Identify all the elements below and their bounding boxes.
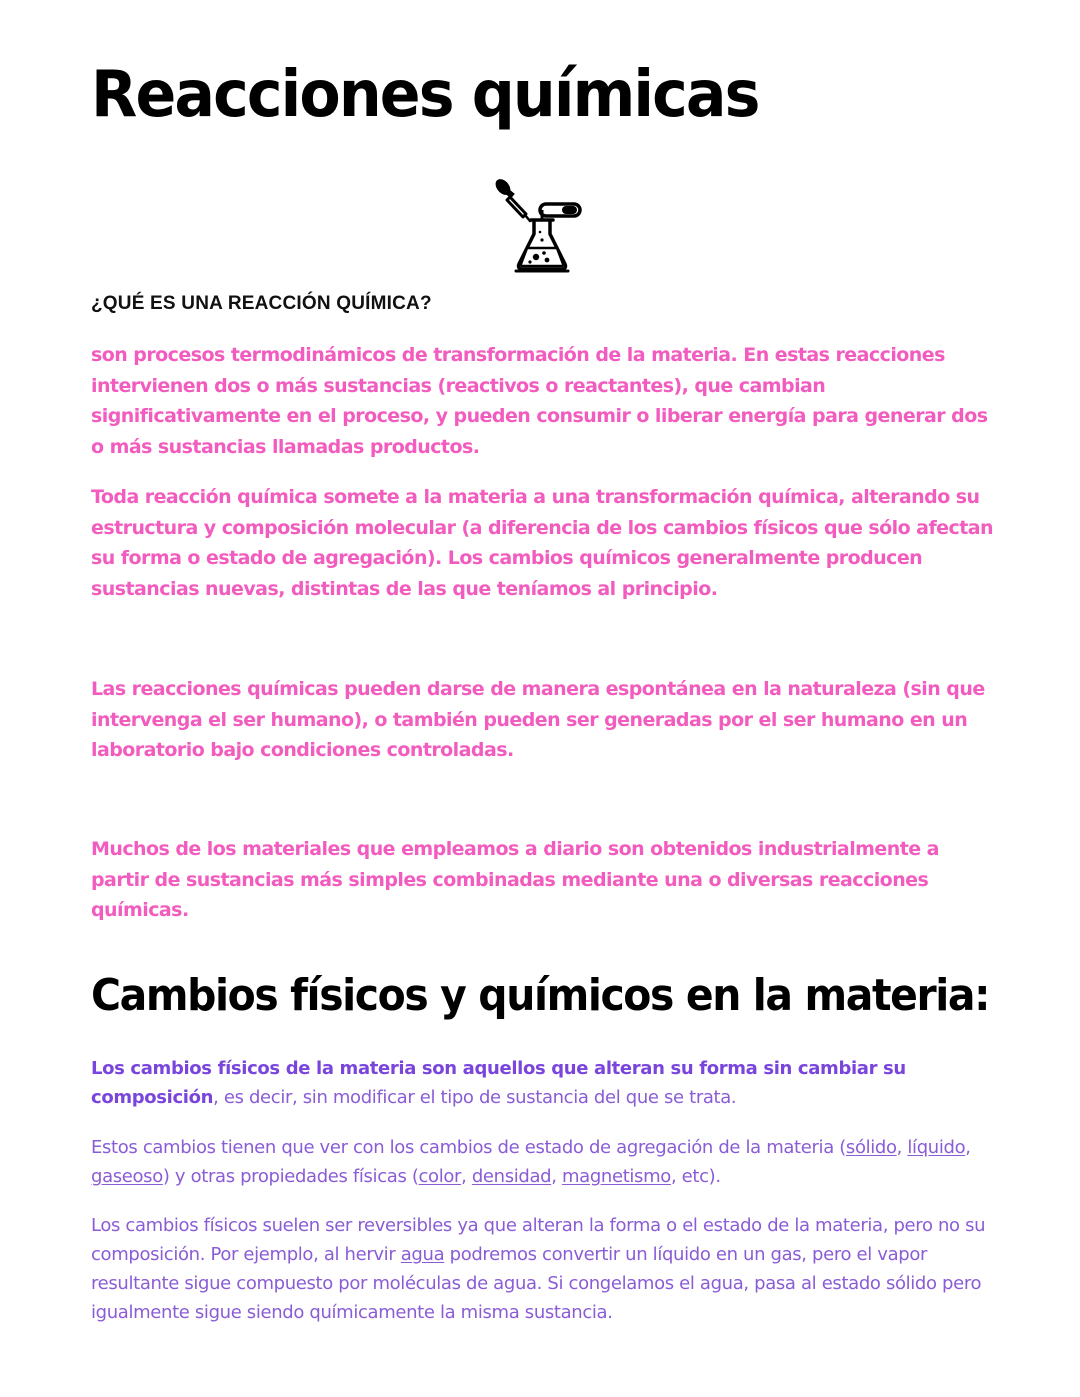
text-run: ) y otras propiedades físicas ( — [162, 1166, 419, 1187]
separator: , — [461, 1166, 472, 1187]
reversible-paragraph — [91, 1211, 996, 1327]
definition-paragraph: son procesos termodinámicos de transformación de la materia. En estas reacciones intervienen dos o más sustancias (reactivos o reactantes), que cambian significativamente en el proceso, y pueden consumir o liberar energía para generar dos o más sustancias llamadas productos. — [91, 344, 988, 458]
physical-changes-definition: Los cambios físicos de la materia son aquellos que alteran su forma sin cambiar su composición — [91, 1058, 906, 1108]
materials-paragraph: Muchos de los materiales que empleamos a diario son obtenidos industrialmente a partir de sustancias más simples combinadas mediante una o diversas reacciones químicas. — [91, 838, 939, 921]
spontaneous-paragraph: Las reacciones químicas pueden darse de manera espontánea en la naturaleza (sin que intervenga el ser humano), o también pueden ser generadas por el ser humano en un laboratorio bajo condiciones controladas. — [91, 678, 985, 761]
physical-changes-rest: , es decir, sin modificar el tipo de sustancia del que se trata. — [213, 1087, 737, 1108]
link-magnetismo[interactable]: magnetismo — [561, 1166, 671, 1187]
link-solido[interactable]: sólido — [845, 1137, 897, 1158]
flask-dropper-icon — [490, 176, 590, 274]
link-color[interactable]: color — [418, 1166, 462, 1187]
link-gaseoso[interactable]: gaseoso — [91, 1166, 163, 1187]
link-agua[interactable]: agua — [400, 1244, 445, 1265]
text-run: , etc). — [670, 1166, 721, 1187]
page-title: Reacciones químicas — [91, 58, 759, 132]
separator: , — [965, 1137, 971, 1158]
text-run: Los cambios físicos suelen ser reversibles ya que alteran la forma o el estado de la materia, pero no su composición. Por ejemplo, al hervir — [91, 1215, 986, 1265]
states-paragraph — [91, 1133, 996, 1191]
text-run: Estos cambios tienen que ver con los cambios de estado de agregación de la materia ( — [91, 1137, 846, 1158]
link-densidad[interactable]: densidad — [471, 1166, 552, 1187]
question-heading: ¿QUÉ ES UNA REACCIÓN QUÍMICA? — [91, 293, 432, 314]
text-run: podremos convertir un líquido en un gas, pero el vapor resultante sigue compuesto por moléculas de agua. Si congelamos el agua, pasa al estado sólido pero igualmente sigue siendo químicamente la misma sustancia. — [91, 1244, 982, 1323]
physical-changes-paragraph — [91, 1054, 996, 1112]
separator: , — [896, 1137, 908, 1158]
section-title: Cambios físicos y químicos en la materia: — [91, 970, 990, 1021]
link-liquido[interactable]: líquido — [907, 1137, 966, 1158]
transformation-paragraph: Toda reacción química somete a la materia a una transformación química, alterando su estructura y composición molecular (a diferencia de los cambios físicos que sólo afectan su forma o estado de agregación). Los cambios químicos generalmente producen sustancias nuevas, distintas de las que teníamos al principio. — [91, 486, 993, 600]
separator: , — [551, 1166, 562, 1187]
